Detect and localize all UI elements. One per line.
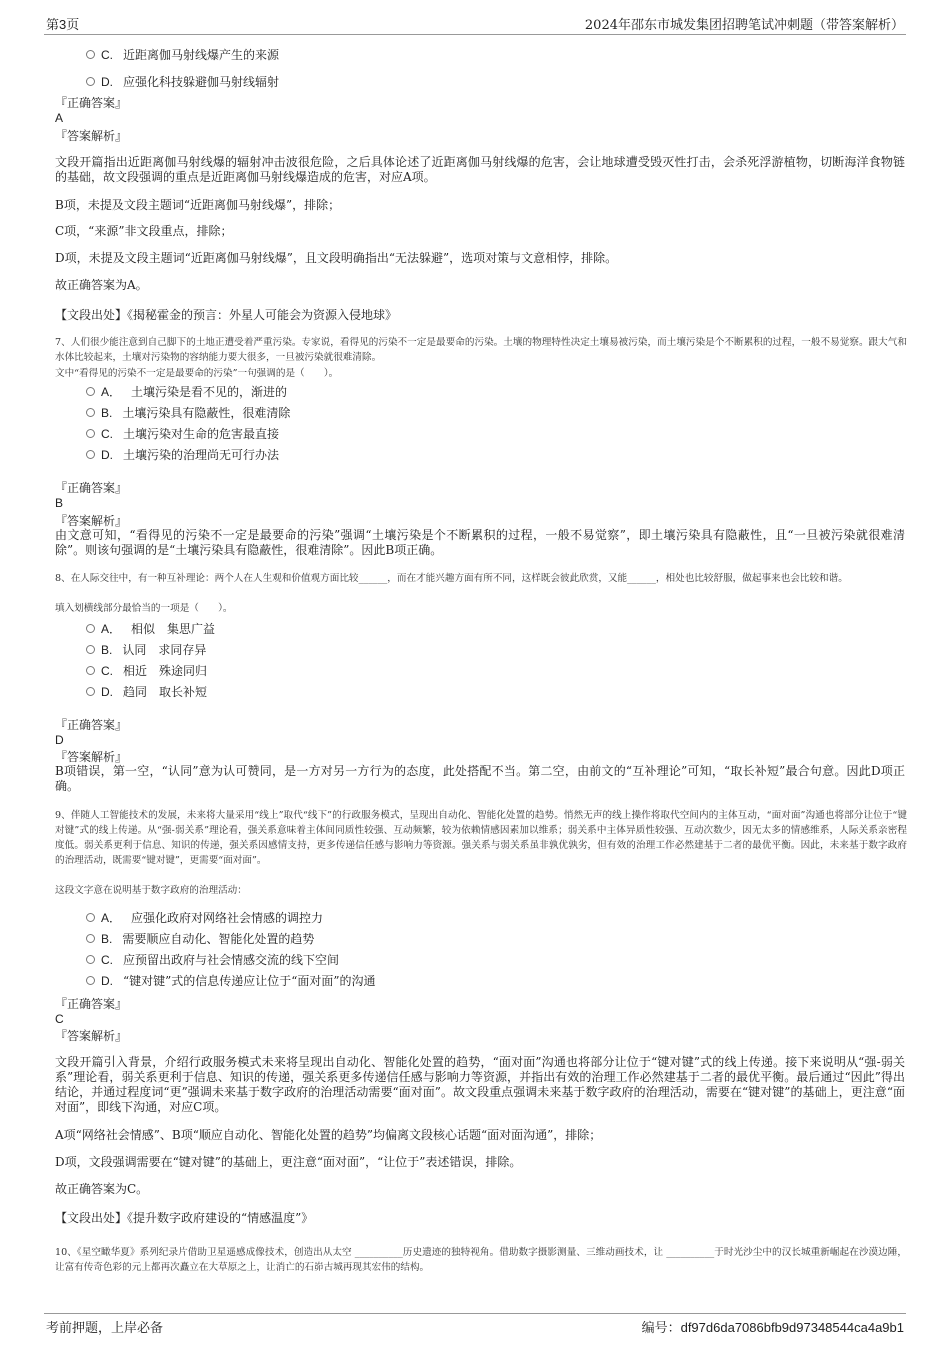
q9-analysis-p2: A项“网络社会情感”、B项“顺应自动化、智能化处置的趋势”均偏离文段核心话题“面对面沟通”，排除； [55,1128,602,1142]
q9-analysis-label: 『答案解析』 [55,1029,128,1043]
q8-analysis: B项错误，第一空，“认同”意为认可赞同，是一方对另一方行为的态度，此处搭配不当。第二空，由前文的“互补理论”可知，“取长补短”最合句意。因此D项正确。 [55,764,905,793]
document-title: 2024年邵东市城发集团招聘笔试冲刺题（带答案解析） [584,18,904,33]
radio-icon[interactable] [86,666,95,675]
page-footer [44,1313,906,1336]
q6-analysis-label: 『答案解析』 [55,129,128,143]
radio-icon[interactable] [86,624,95,633]
radio-icon[interactable] [86,408,95,417]
page-number: 第3页 [46,17,80,32]
q6-analysis-p2: B项，未提及文段主题词“近距离伽马射线爆”，排除； [55,198,341,212]
q8-answer: D [55,733,64,747]
q7-option-c[interactable]: C. 土壤污染对生命的危害最直接 [86,426,279,442]
radio-icon[interactable] [86,77,95,86]
q9-prompt: 这段文字意在说明基于数字政府的治理活动： [55,885,247,896]
q7-answer: B [55,496,64,510]
q6-source: 【文段出处】《揭秘霍金的预言：外星人可能会为资源入侵地球》 [55,308,398,322]
q9-option-c[interactable]: C. 应预留出政府与社会情感交流的线下空间 [86,952,339,968]
q7-answer-label: 『正确答案』 [55,481,128,495]
q6-option-c[interactable]: C. 近距离伽马射线爆产生的来源 [86,47,279,63]
radio-icon[interactable] [86,976,95,985]
q9-answer-label: 『正确答案』 [55,997,128,1011]
q8-answer-label: 『正确答案』 [55,718,128,732]
q7-stem: 7、人们很少能注意到自己脚下的土地正遭受着严重污染。专家说，看得见的污染不一定是最要命的污染。土壤的物理特性决定土壤易被污染，而土壤污染是个不断累积的过程，一般不易觉察。跟大气和水体比较起来，土壤对污染物的容纳能力要大很多，一旦被污染就很难清除。 [55,337,907,363]
q6-analysis-p1: 文段开篇指出近距离伽马射线爆的辐射冲击波很危险，之后具体论述了近距离伽马射线爆的危害，会让地球遭受毁灭性打击，会杀死浮游植物，切断海洋食物链的基础，故文段强调的重点是近距离伽马射线爆造成的危害，对应A项。 [55,155,905,184]
radio-icon[interactable] [86,934,95,943]
radio-icon[interactable] [86,913,95,922]
q6-analysis-p4: D项，未提及文段主题词“近距离伽马射线爆”，且文段明确指出“无法躲避”，选项对策与文意相悖，排除。 [55,251,618,265]
q9-analysis-p4: 故正确答案为C。 [55,1182,149,1196]
q10-stem: 10、《星空瞰华夏》系列纪录片借助卫星遥感成像技术，创造出从太空 __________历史遗迹的独特视角。借助数字摄影测量、三维动画技术，让 __________于时光沙尘中的汉长城重新崛起在沙漠边陲，让富有传奇色彩的元上都再次矗立在大草原之上，让消亡的石峁古城再现其宏伟的结构。 [55,1247,907,1273]
q8-option-a[interactable]: A． 相似 集思广益 [86,621,215,637]
q8-analysis-label: 『答案解析』 [55,750,128,764]
radio-icon[interactable] [86,645,95,654]
q6-option-d[interactable]: D. 应强化科技躲避伽马射线辐射 [86,74,279,90]
q9-analysis-p3: D项，文段强调需要在“键对键”的基础上，更注意“面对面”，“让位于”表述错误，排除。 [55,1155,522,1169]
footer-code: 编号：df97d6da7086bfb9d97348544ca4a9b1 [641,1320,904,1336]
q9-stem: 9、伴随人工智能技术的发展，未来将大量采用“线上”取代“线下”的行政服务模式，呈现出自动化、智能化处置的趋势。悄然无声的线上操作将取代空间内的主体互动，“面对面”沟通也将部分让位于“键对键”式的线上传递。从“强-弱关系”理论看，强关系意味着主体间同质性较强、互动频繁，较为依赖情感因素加以维系；弱关系中主体异质性较强、互动次数少，因无太多的情感维系，人际关系亲密程度低。弱关系更利于信息、知识的传递，强关系因感情支持，更多传递信任感与影响力等资源。强关系与弱关系虽非孰优孰劣，但有效的治理工作必然建基于二者的最优平衡。因此，未来基于数字政府的治理活动，既需要“键对键”，更需要“面对面”。 [55,810,907,866]
q7-option-b[interactable]: B. 土壤污染具有隐蔽性，很难清除 [86,405,290,421]
page-header [44,10,906,35]
radio-icon[interactable] [86,387,95,396]
q8-option-b[interactable]: B. 认同 求同存异 [86,642,206,658]
q9-option-d[interactable]: D. “键对键”式的信息传递应让位于“面对面”的沟通 [86,973,376,989]
q7-analysis-label: 『答案解析』 [55,514,128,528]
q6-analysis-p5: 故正确答案为A。 [55,278,148,292]
q6-answer: A [55,111,64,125]
q6-answer-label: 『正确答案』 [55,96,128,110]
q7-prompt: 文中“看得见的污染不一定是最要命的污染”一句强调的是（ ）。 [55,368,339,379]
q8-option-c[interactable]: C. 相近 殊途同归 [86,663,207,679]
radio-icon[interactable] [86,955,95,964]
q8-prompt: 填入划横线部分最恰当的一项是（ ）。 [55,603,233,614]
radio-icon[interactable] [86,429,95,438]
q9-option-b[interactable]: B. 需要顺应自动化、智能化处置的趋势 [86,931,314,947]
q9-source: 【文段出处】《提升数字政府建设的“情感温度”》 [55,1211,314,1225]
document-id: df97d6da7086bfb9d97348544ca4a9b1 [680,1320,904,1335]
q9-answer: C [55,1012,64,1026]
q7-option-d[interactable]: D. 土壤污染的治理尚无可行办法 [86,447,279,463]
q8-option-d[interactable]: D. 趋同 取长补短 [86,684,207,700]
radio-icon[interactable] [86,50,95,59]
q9-option-a[interactable]: A． 应强化政府对网络社会情感的调控力 [86,910,323,926]
q7-option-a[interactable]: A． 土壤污染是看不见的，渐进的 [86,384,287,400]
q9-analysis-p1: 文段开篇引入背景，介绍行政服务模式未来将呈现出自动化、智能化处置的趋势，“面对面”沟通也将部分让位于“键对键”式的线上传递。接下来说明从“强-弱关系”理论看，弱关系更利于信息、知识的传递，强关系更多传递信任感与影响力等资源，并指出有效的治理工作必然建基于二者的最优平衡。最后通过“因此”得出结论，并通过程度词“更”强调未来基于数字政府的治理活动需要“面对面”。故文段重点强调未来基于数字政府的治理活动，需要在“键对键”的基础上，更注意“面对面”，即线下沟通，对应C项。 [55,1055,905,1114]
footer-slogan: 考前押题，上岸必备 [46,1321,164,1336]
q6-analysis-p3: C项，“来源”非文段重点，排除； [55,224,233,238]
radio-icon[interactable] [86,687,95,696]
q7-analysis: 由文意可知，“看得见的污染不一定是最要命的污染”强调“土壤污染是个不断累积的过程，一般不易觉察”，即土壤污染具有隐蔽性，且“一旦被污染就很难清除”。则该句强调的是“土壤污染具有隐蔽性，很难清除”。因此B项正确。 [55,528,905,557]
radio-icon[interactable] [86,450,95,459]
q8-stem: 8、在人际交往中，有一种互补理论：两个人在人生观和价值观方面比较______，而在才能兴趣方面有所不同，这样既会彼此欣赏，又能______，相处也比较舒服，做起事来也会比较和谐。 [55,573,848,584]
